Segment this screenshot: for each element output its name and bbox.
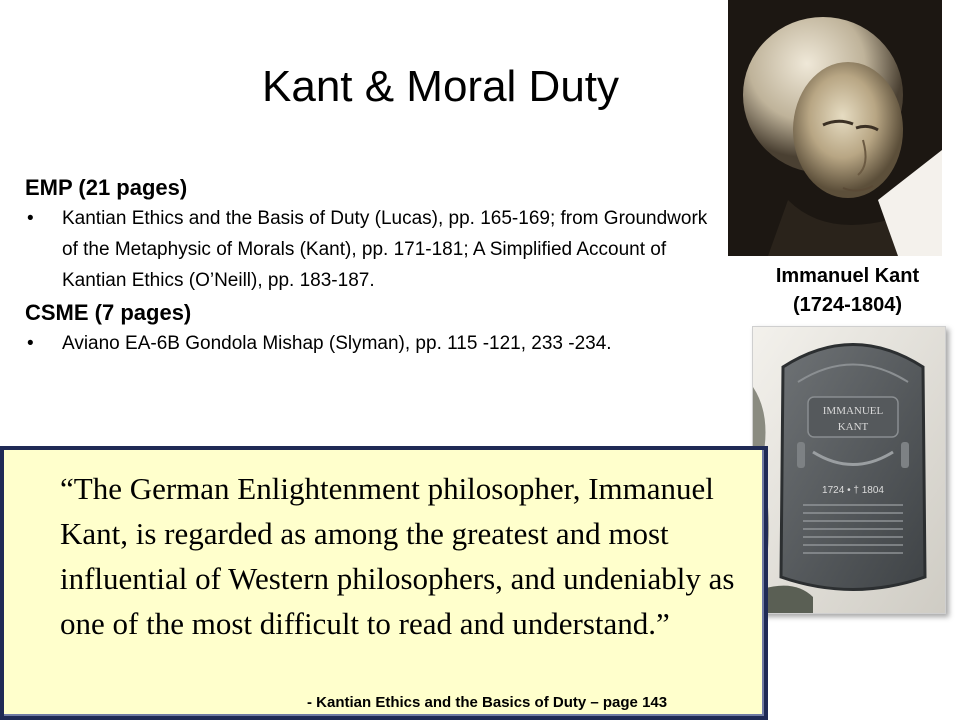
memorial-plaque-image [752, 326, 946, 614]
list-item [25, 203, 725, 296]
plaque-name-line2: KANT [837, 421, 869, 433]
kant-portrait-image [728, 0, 942, 256]
portrait-caption [745, 262, 950, 320]
quote-text: “The German Enlightenment philosopher, Immanuel Kant, is regarded as among the greatest and most influential of Western philosophers, and undeniably as one of the most difficult to read and understand.” [60, 471, 735, 641]
quote-box [0, 446, 768, 720]
plaque-name-line1: IMMANUEL [822, 405, 884, 417]
section-heading-emp: EMP (21 pages) [25, 175, 188, 200]
list-item [25, 328, 725, 359]
list-item-text: Aviano EA-6B Gondola Mishap (Slyman), pp. 115 -121, 233 -234. [62, 333, 612, 354]
section-heading-csme: CSME (7 pages) [25, 300, 192, 325]
caption-name: Immanuel Kant [775, 265, 920, 287]
slide-title: Kant & Moral Duty [262, 62, 620, 111]
quote-source: - Kantian Ethics and the Basics of Duty – page 143 [307, 694, 668, 711]
reading-list [25, 175, 725, 363]
bullet-icon: • [27, 208, 34, 229]
list-item-text: Kantian Ethics and the Basis of Duty (Lucas), pp. 165-169; from Groundwork of the Metaphysic of Morals (Kant), pp. 171-181; A Simplified Account of Kantian Ethics (O’Neill), pp. 183-187. [62, 208, 708, 291]
plaque-years: 1724 • † 1804 [822, 485, 884, 496]
portrait-illustration [728, 0, 942, 256]
caption-years: (1724-1804) [793, 294, 902, 316]
bullet-icon: • [27, 333, 34, 354]
plaque-illustration [753, 327, 945, 613]
